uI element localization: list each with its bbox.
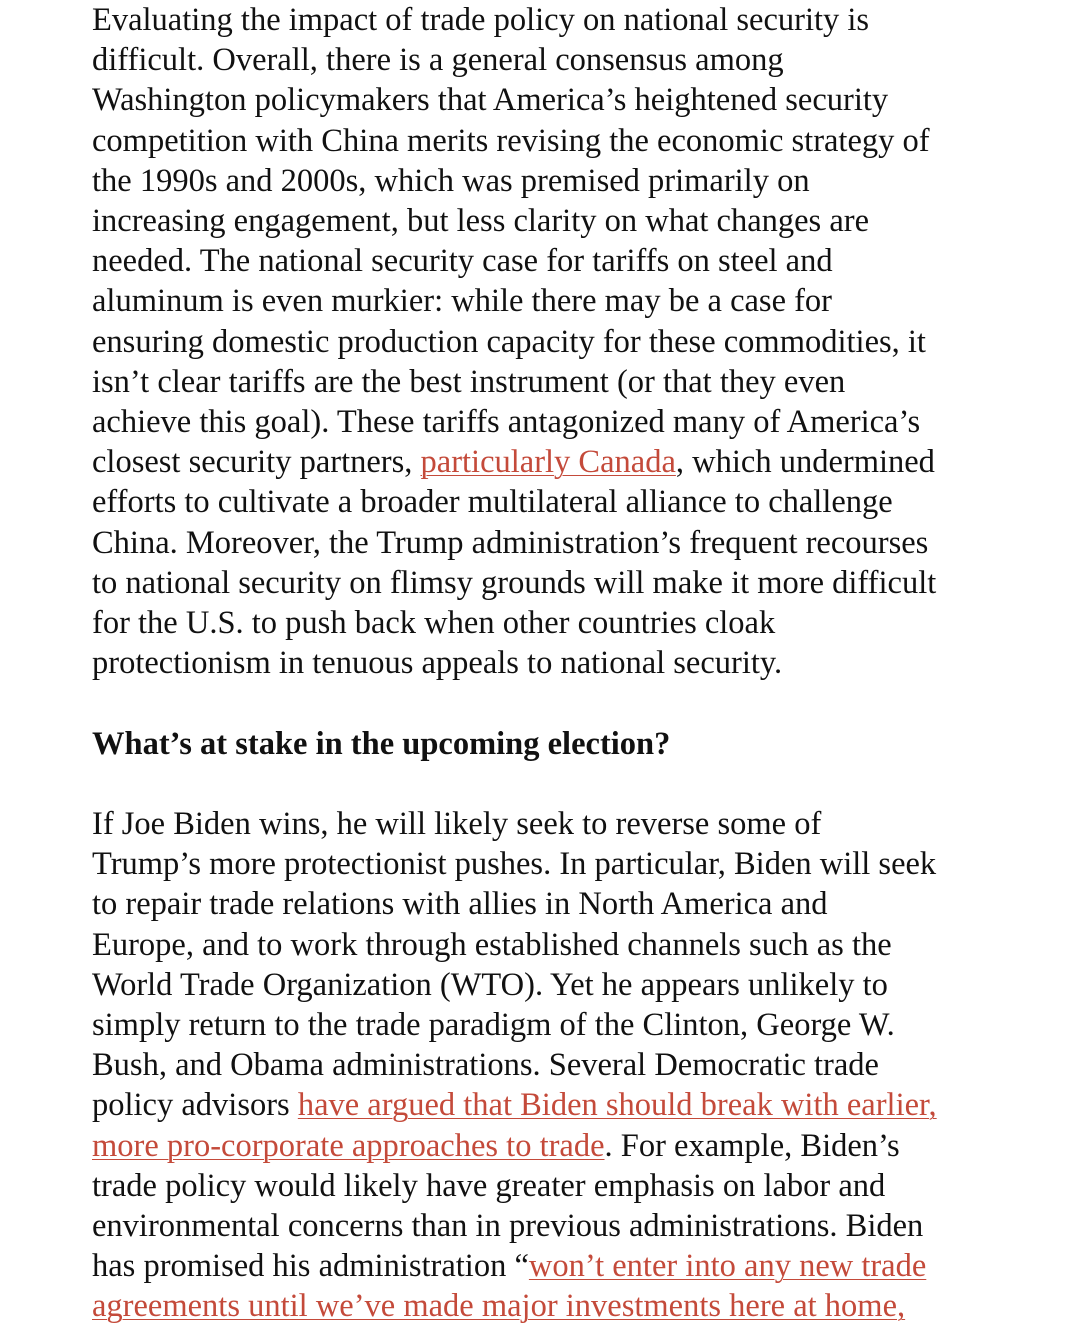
text-line: Europe, and to work through established channels such as the [92,926,892,963]
text-line: for the U.S. to push back when other countries cloak [92,605,776,642]
link-major-investments-at-home[interactable]: agreements until we’ve made major investments here at home, [92,1288,906,1325]
text-line: competition with China merits revising the economic strategy of [92,122,930,159]
text-line: Trump’s more protectionist pushes. In particular, Biden will seek [92,846,937,883]
text-line-with-link [92,1286,992,1326]
text-fragment: . For example, Biden’s [604,1127,900,1164]
paragraph-national-security [92,0,992,683]
text-line: the 1990s and 2000s, which was premised primarily on [92,162,810,199]
text-fragment: closest security partners, [92,444,421,481]
text-line: efforts to cultivate a broader multilateral alliance to challenge [92,484,893,521]
text-line: ensuring domestic production capacity for these commodities, it [92,323,926,360]
link-pro-corporate-approaches[interactable]: more pro-corporate approaches to trade [92,1127,605,1164]
article-body [92,0,992,1327]
section-heading: What’s at stake in the upcoming election? [92,725,671,762]
text-line: trade policy would likely have greater emphasis on labor and [92,1167,886,1204]
text-line: to national security on flimsy grounds will make it more difficult [92,564,937,601]
paragraph-election [92,804,992,1327]
text-line-with-link [92,1246,992,1286]
text-line: environmental concerns than in previous administrations. Biden [92,1208,924,1245]
link-particularly-canada[interactable]: particularly Canada [420,444,676,481]
text-line: achieve this goal). These tariffs antagonized many of America’s [92,404,921,441]
text-line: increasing engagement, but less clarity on what changes are [92,203,870,240]
text-line: protectionism in tenuous appeals to national security. [92,645,783,682]
text-line: simply return to the trade paradigm of the Clinton, George W. [92,1007,895,1044]
text-line-with-link [92,1126,992,1166]
text-fragment: policy advisors [92,1087,298,1124]
text-line: World Trade Organization (WTO). Yet he appears unlikely to [92,966,888,1003]
text-line: difficult. Overall, there is a general consensus among [92,42,784,79]
text-line: Bush, and Obama administrations. Several Democratic trade [92,1047,879,1084]
text-fragment: , which undermined [675,444,935,481]
text-line-with-link [92,442,992,482]
link-break-with-earlier-approaches[interactable]: have argued that Biden should break with earlier, [297,1087,937,1124]
text-line: If Joe Biden wins, he will likely seek to reverse some of [92,806,822,843]
text-line: to repair trade relations with allies in North America and [92,886,828,923]
text-line: aluminum is even murkier: while there may be a case for [92,283,833,320]
text-fragment: has promised his administration “ [92,1248,529,1285]
text-line: China. Moreover, the Trump administration’s frequent recourses [92,524,929,561]
text-line: Washington policymakers that America’s heightened security [92,82,889,119]
link-wont-enter-new-trade-agreements[interactable]: won’t enter into any new trade [528,1248,927,1285]
text-line-with-link [92,1085,992,1125]
text-line: Evaluating the impact of trade policy on national security is [92,2,870,38]
text-line: isn’t clear tariffs are the best instrument (or that they even [92,363,846,400]
text-line: needed. The national security case for tariffs on steel and [92,243,833,280]
